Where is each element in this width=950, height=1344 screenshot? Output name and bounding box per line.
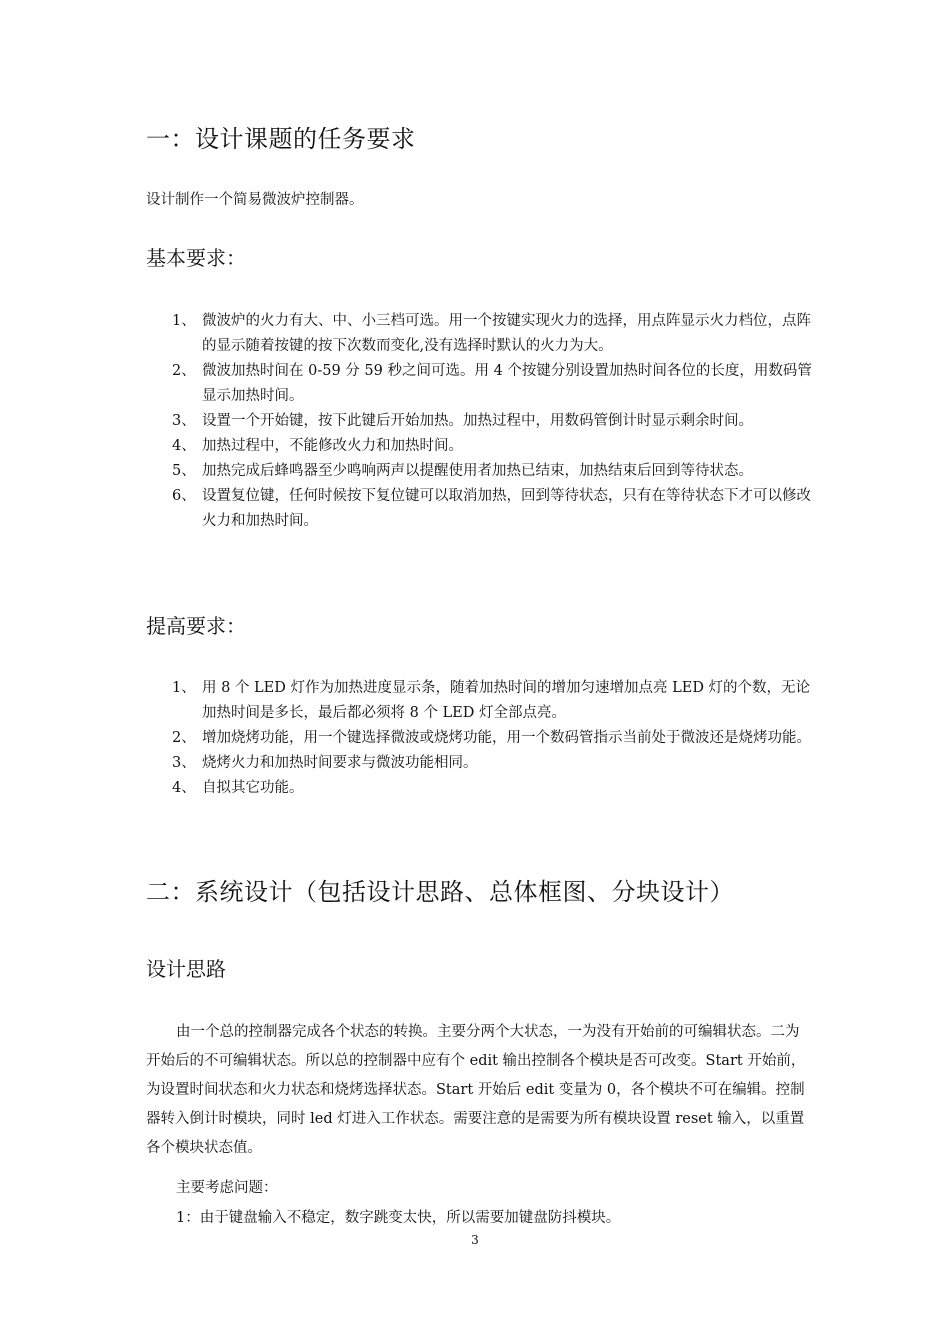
list-item: 4、 自拟其它功能。 (172, 780, 304, 796)
list-item: 2、 增加烧烤功能，用一个键选择微波或烧烤功能，用一个数码管指示当前处于微波还是烧烤功能。 (172, 730, 811, 746)
list-item: 1、 微波炉的火力有大、中、小三档可选。用一个按键实现火力的选择，用点阵显示火力档位，点阵的显示随着按键的按下次数而变化,没有选择时默认的火力为大。 (172, 313, 811, 354)
issues-label: 主要考虑问题： (176, 1180, 278, 1196)
advanced-requirements-list (172, 676, 812, 801)
design-idea-heading: 设计思路 (146, 957, 226, 981)
list-item: 3、 设置一个开始键，按下此键后开始加热。加热过程中，用数码管倒计时显示剩余时间。 (172, 413, 753, 429)
design-idea-paragraph: 由一个总的控制器完成各个状态的转换。主要分两个大状态，一为没有开始前的可编辑状态。二为开始后的不可编辑状态。所以总的控制器中应有个 edit 输出控制各个模块是否可改变。Start 开始前，为设置时间状态和火力状态和烧烤选择状态。Start 开始后 edit 变量为 0，各个模块不可在编辑。控制器转入倒计时模块，同时 led 灯进入工作状态。需要注意的是需要为所有模块设置 reset 输入，以重置各个模块状态值。 (146, 1024, 806, 1156)
basic-requirements-heading: 基本要求： (146, 246, 246, 270)
list-item: 5、 加热完成后蜂鸣器至少鸣响两声以提醒使用者加热已结束，加热结束后回到等待状态。 (172, 463, 753, 479)
list-item: 4、 加热过程中，不能修改火力和加热时间。 (172, 438, 463, 454)
basic-requirements-list (172, 309, 812, 534)
page-number: 3 (471, 1233, 479, 1247)
list-item: 3、 烧烤火力和加热时间要求与微波功能相同。 (172, 755, 478, 771)
section-title-1: 一：设计课题的任务要求 (146, 125, 416, 153)
advanced-requirements-heading: 提高要求： (146, 614, 246, 638)
issue-item: 1：由于键盘输入不稳定，数字跳变太快，所以需要加键盘防抖模块。 (176, 1210, 621, 1226)
intro-text: 设计制作一个简易微波炉控制器。 (146, 192, 364, 208)
list-item: 6、 设置复位键，任何时候按下复位键可以取消加热，回到等待状态，只有在等待状态下才可以修改火力和加热时间。 (172, 488, 811, 529)
list-item: 2、 微波加热时间在 0-59 分 59 秒之间可选。用 4 个按键分别设置加热时间各位的长度，用数码管显示加热时间。 (172, 363, 812, 404)
list-item: 1、 用 8 个 LED 灯作为加热进度显示条，随着加热时间的增加匀速增加点亮 LED 灯的个数，无论加热时间是多长，最后都必须将 8 个 LED 灯全部点亮。 (172, 680, 811, 721)
section-title-2: 二：系统设计（包括设计思路、总体框图、分块设计） (146, 878, 734, 906)
